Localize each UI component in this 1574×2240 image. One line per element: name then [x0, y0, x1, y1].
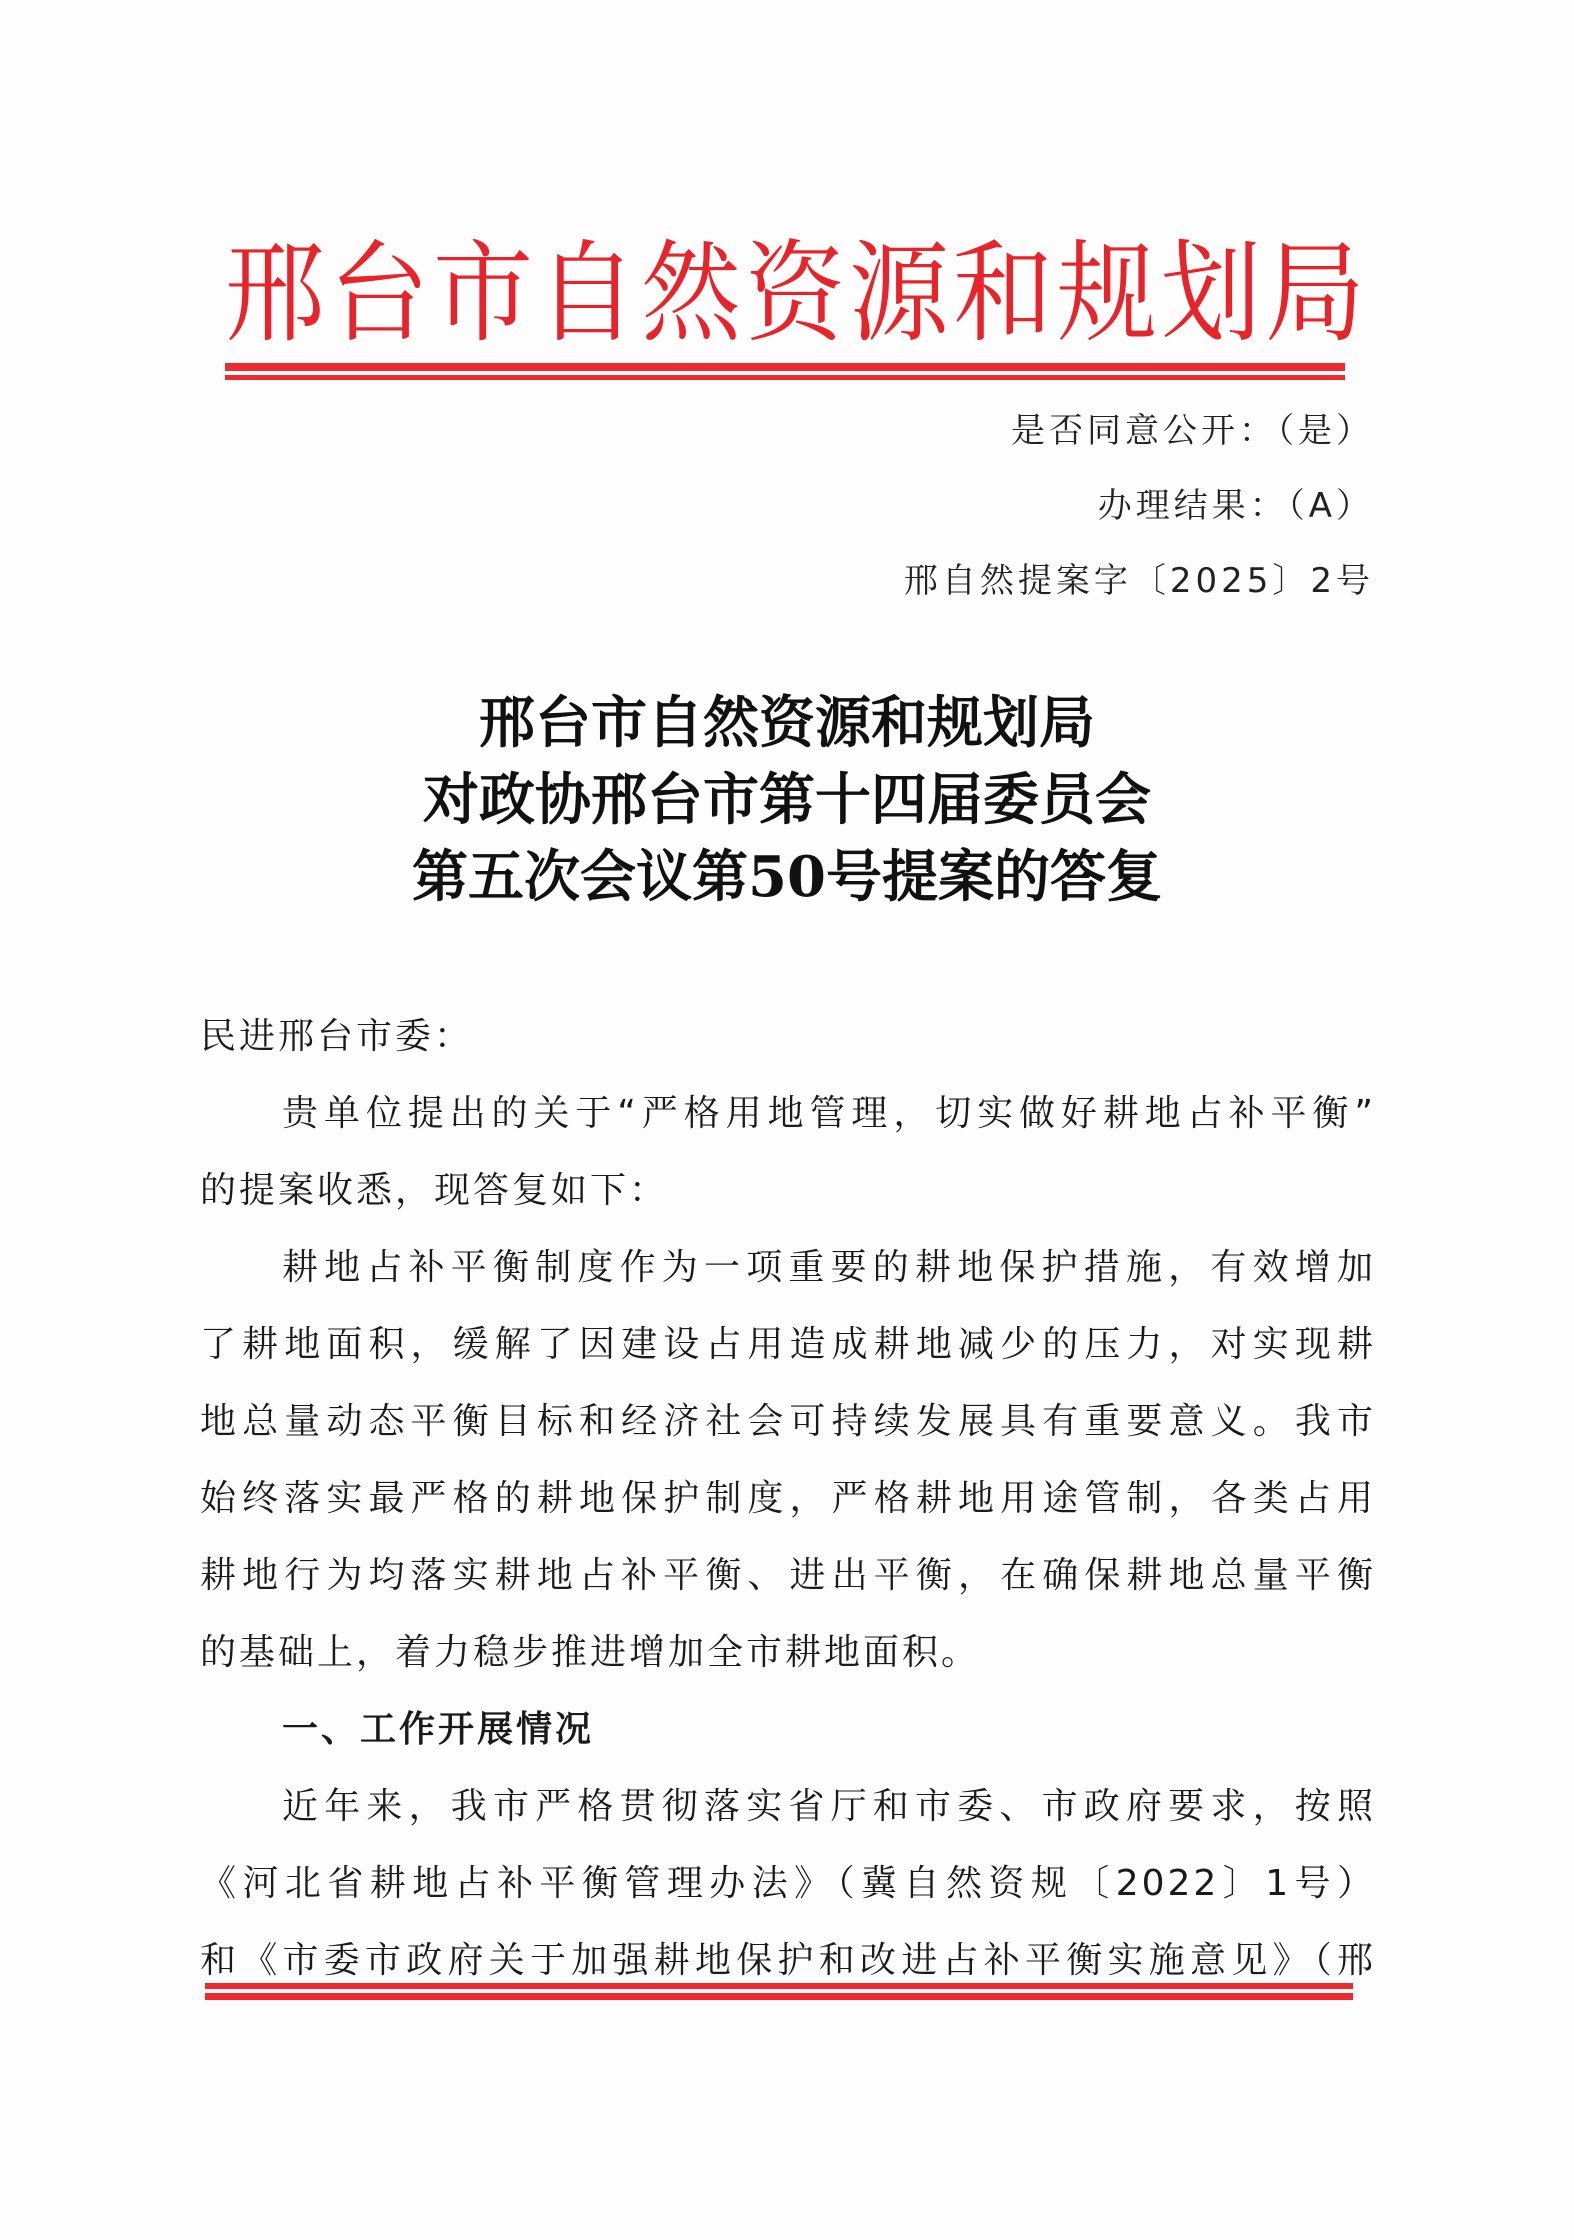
footer-rule-thick: [205, 1983, 1353, 1989]
document-number: 邢自然提案字〔2025〕2号: [903, 561, 1374, 601]
letterhead-rule-thick: [225, 363, 1345, 371]
section-1-heading: 一、工作开展情况: [282, 1709, 595, 1750]
paragraph-2-line-3: 地总量动态平衡目标和经济社会可持续发展具有重要意义。我市: [200, 1401, 1376, 1442]
handling-result: 办理结果：（A）: [1097, 486, 1374, 526]
paragraph-2-line-1: 耕地占补平衡制度作为一项重要的耕地保护措施，有效增加: [282, 1247, 1376, 1288]
paragraph-1-line-1: 贵单位提出的关于“严格用地管理，切实做好耕地占补平衡”: [282, 1093, 1376, 1134]
paragraph-2-line-4: 始终落实最严格的耕地保护制度，严格耕地用途管制，各类占用: [200, 1478, 1376, 1519]
title-line-3: 第五次会议第50号提案的答复: [412, 844, 1162, 910]
letterhead-org-name: 邢台市自然资源和规划局: [225, 229, 1369, 358]
paragraph-2-line-6: 的基础上，着力稳步推进增加全市耕地面积。: [200, 1632, 981, 1673]
paragraph-2-line-5: 耕地行为均落实耕地占补平衡、进出平衡，在确保耕地总量平衡: [200, 1555, 1376, 1596]
paragraph-2-line-2: 了耕地面积，缓解了因建设占用造成耕地减少的压力，对实现耕: [200, 1324, 1376, 1365]
document-title: [200, 685, 1374, 916]
paragraph-3-line-3: 和《市委市政府关于加强耕地保护和改进占补平衡实施意见》（邢: [200, 1940, 1376, 1981]
paragraph-3-line-2: 《河北省耕地占补平衡管理办法》（冀自然资规〔2022〕1号）: [200, 1863, 1376, 1904]
paragraph-1-line-2: 的提案收悉，现答复如下：: [200, 1170, 669, 1211]
letterhead-rule-thin: [225, 375, 1345, 380]
title-line-2: 对政协邢台市第十四届委员会: [423, 767, 1151, 833]
disclosure-consent: 是否同意公开：（是）: [1011, 411, 1374, 451]
salutation: 民进邢台市委：: [200, 1016, 474, 1057]
footer-rule-thin: [205, 1993, 1353, 2000]
document-body: [200, 998, 1376, 1999]
paragraph-3-line-1: 近年来，我市严格贯彻落实省厅和市委、市政府要求，按照: [282, 1786, 1376, 1827]
title-line-1: 邢台市自然资源和规划局: [479, 690, 1095, 756]
